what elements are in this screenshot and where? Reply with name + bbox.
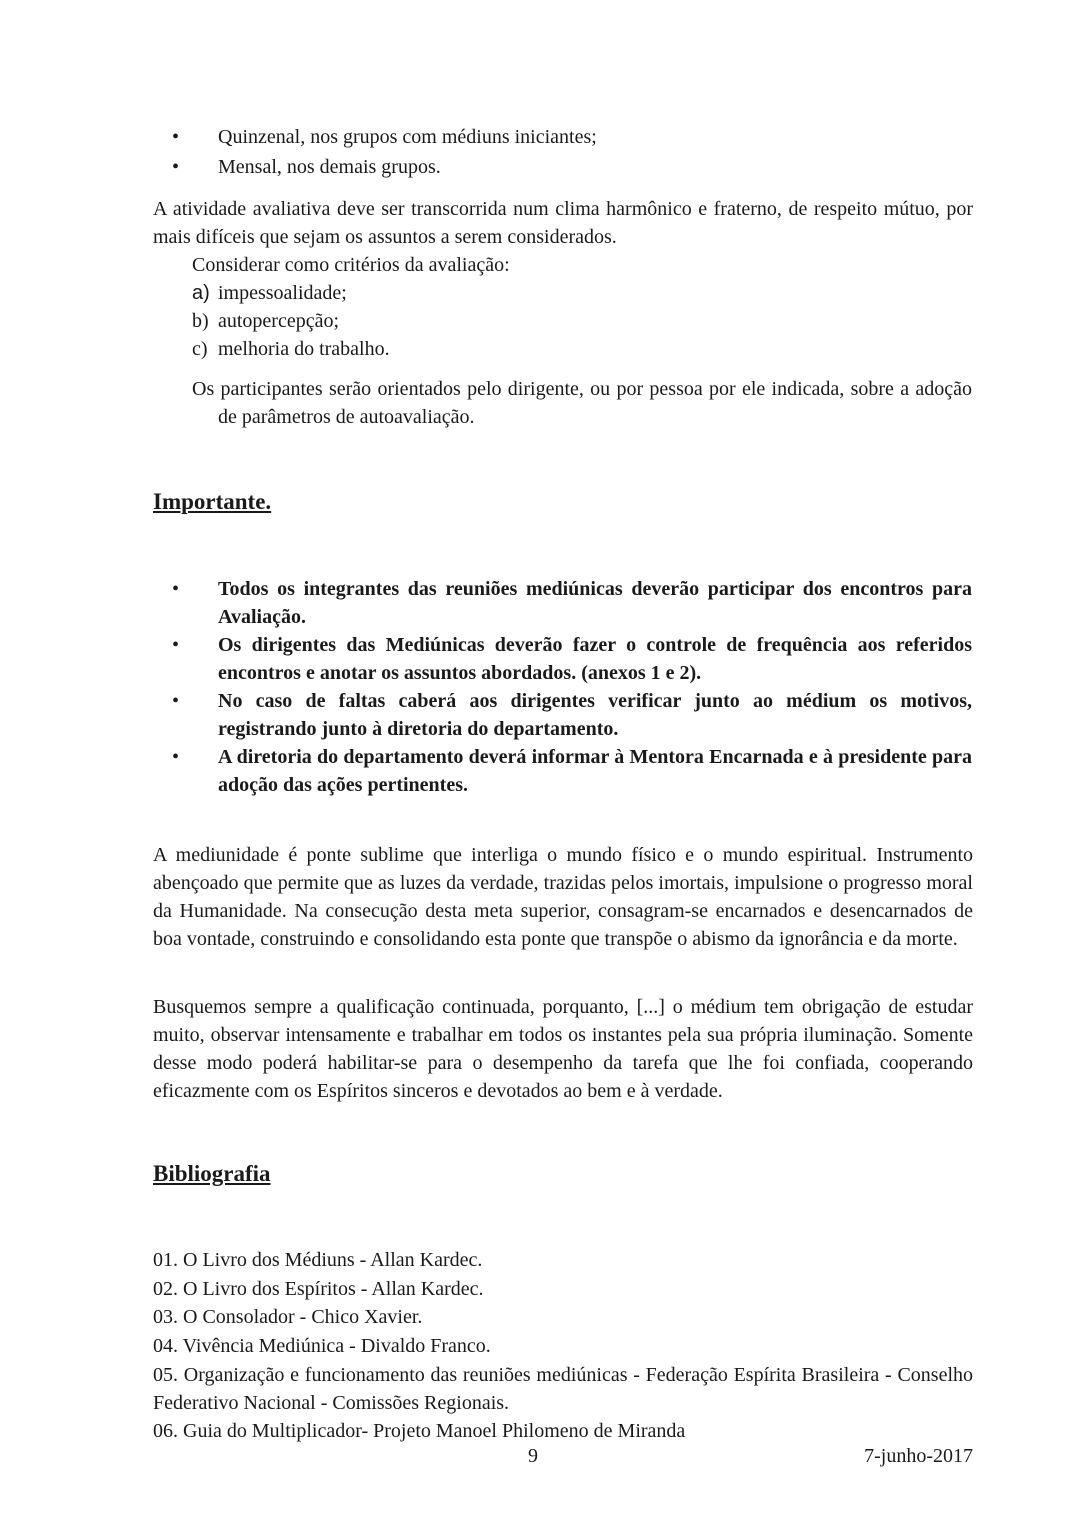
- criterio-text: impessoalidade;: [218, 282, 347, 304]
- list-item-text: Mensal, nos demais grupos.: [218, 156, 441, 178]
- paragraph-orientados-text: Os participantes serão orientados pelo dirigente, ou por pessoa por ele indicada, sobre a adoção de parâmetros de autoavaliação.: [192, 378, 972, 428]
- paragraph-avaliativa: A atividade avaliativa deve ser transcorrida num clima harmônico e fraterno, de respeito mútuo, por mais difíceis que sejam os assuntos a serem considerados.: [153, 198, 973, 248]
- bullet-glyph: •: [172, 690, 180, 712]
- paragraph-orientados: [192, 375, 972, 431]
- footer-date: 7-junho-2017: [864, 1445, 973, 1467]
- bibliography-item: 04. Vivência Mediúnica - Divaldo Franco.: [153, 1335, 491, 1357]
- criterio-text: autopercepção;: [218, 310, 340, 332]
- bullet-glyph: •: [172, 634, 180, 656]
- criterios-intro: Considerar como critérios da avaliação:: [192, 254, 510, 276]
- list-item-text: Os dirigentes das Mediúnicas deverão fazer o controle de frequência aos referidos encontros e anotar os assuntos abordados. (anexos 1 e 2).: [218, 634, 972, 684]
- criterio-marker: a): [192, 282, 210, 304]
- list-item-text: No caso de faltas caberá aos dirigentes verificar junto ao médium os motivos, registrando junto à diretoria do departamento.: [218, 690, 972, 740]
- criterio-text: melhoria do trabalho.: [218, 338, 390, 360]
- heading-bibliografia: Bibliografia: [153, 1161, 271, 1186]
- list-item-text: Todos os integrantes das reuniões mediúnicas deverão participar dos encontros para Avaliação.: [218, 578, 972, 628]
- bibliography-item: 05. Organização e funcionamento das reuniões mediúnicas - Federação Espírita Brasileira - Conselho Federativo Nacional - Comissões Regionais.: [153, 1364, 973, 1414]
- bullet-glyph: •: [172, 126, 180, 148]
- list-item-text: Quinzenal, nos grupos com médiuns iniciantes;: [218, 126, 597, 148]
- paragraph-mediunidade: A mediunidade é ponte sublime que interliga o mundo físico e o mundo espiritual. Instrumento abençoado que permite que as luzes da verdade, trazidas pelos imortais, impulsione o progresso moral da Humanidade. Na consecução desta meta superior, consagram-se encarnados e desencarnados de boa vontade, construindo e consolidando esta ponte que transpõe o abismo da ignorância e da morte.: [153, 844, 973, 950]
- bullet-glyph: •: [172, 746, 180, 768]
- bullet-glyph: •: [172, 156, 180, 178]
- list-item-text: A diretoria do departamento deverá informar à Mentora Encarnada e à presidente para adoção das ações pertinentes.: [218, 746, 972, 796]
- bibliography-item: 03. O Consolador - Chico Xavier.: [153, 1306, 423, 1328]
- bibliography-item: 01. O Livro dos Médiuns - Allan Kardec.: [153, 1249, 483, 1271]
- paragraph-busquemos: Busquemos sempre a qualificação continuada, porquanto, [...] o médium tem obrigação de estudar muito, observar intensamente e trabalhar em todos os instantes pela sua própria iluminação. Somente desse modo poderá habilitar-se para o desempenho da tarefa que lhe foi confiada, cooperando eficazmente com os Espíritos sinceros e devotados ao bem e à verdade.: [153, 996, 973, 1102]
- bullet-glyph: •: [172, 578, 180, 600]
- criterio-marker: c): [192, 338, 208, 360]
- bibliography-item: 06. Guia do Multiplicador- Projeto Manoel Philomeno de Miranda: [153, 1420, 686, 1442]
- page-number: 9: [528, 1445, 538, 1467]
- criterio-item: [192, 335, 390, 363]
- heading-importante: Importante.: [153, 489, 272, 514]
- bibliography-item: 02. O Livro dos Espíritos - Allan Kardec.: [153, 1278, 484, 1300]
- criterio-item: [192, 307, 339, 335]
- criterio-marker: b): [192, 310, 209, 332]
- criterio-item: [192, 279, 347, 307]
